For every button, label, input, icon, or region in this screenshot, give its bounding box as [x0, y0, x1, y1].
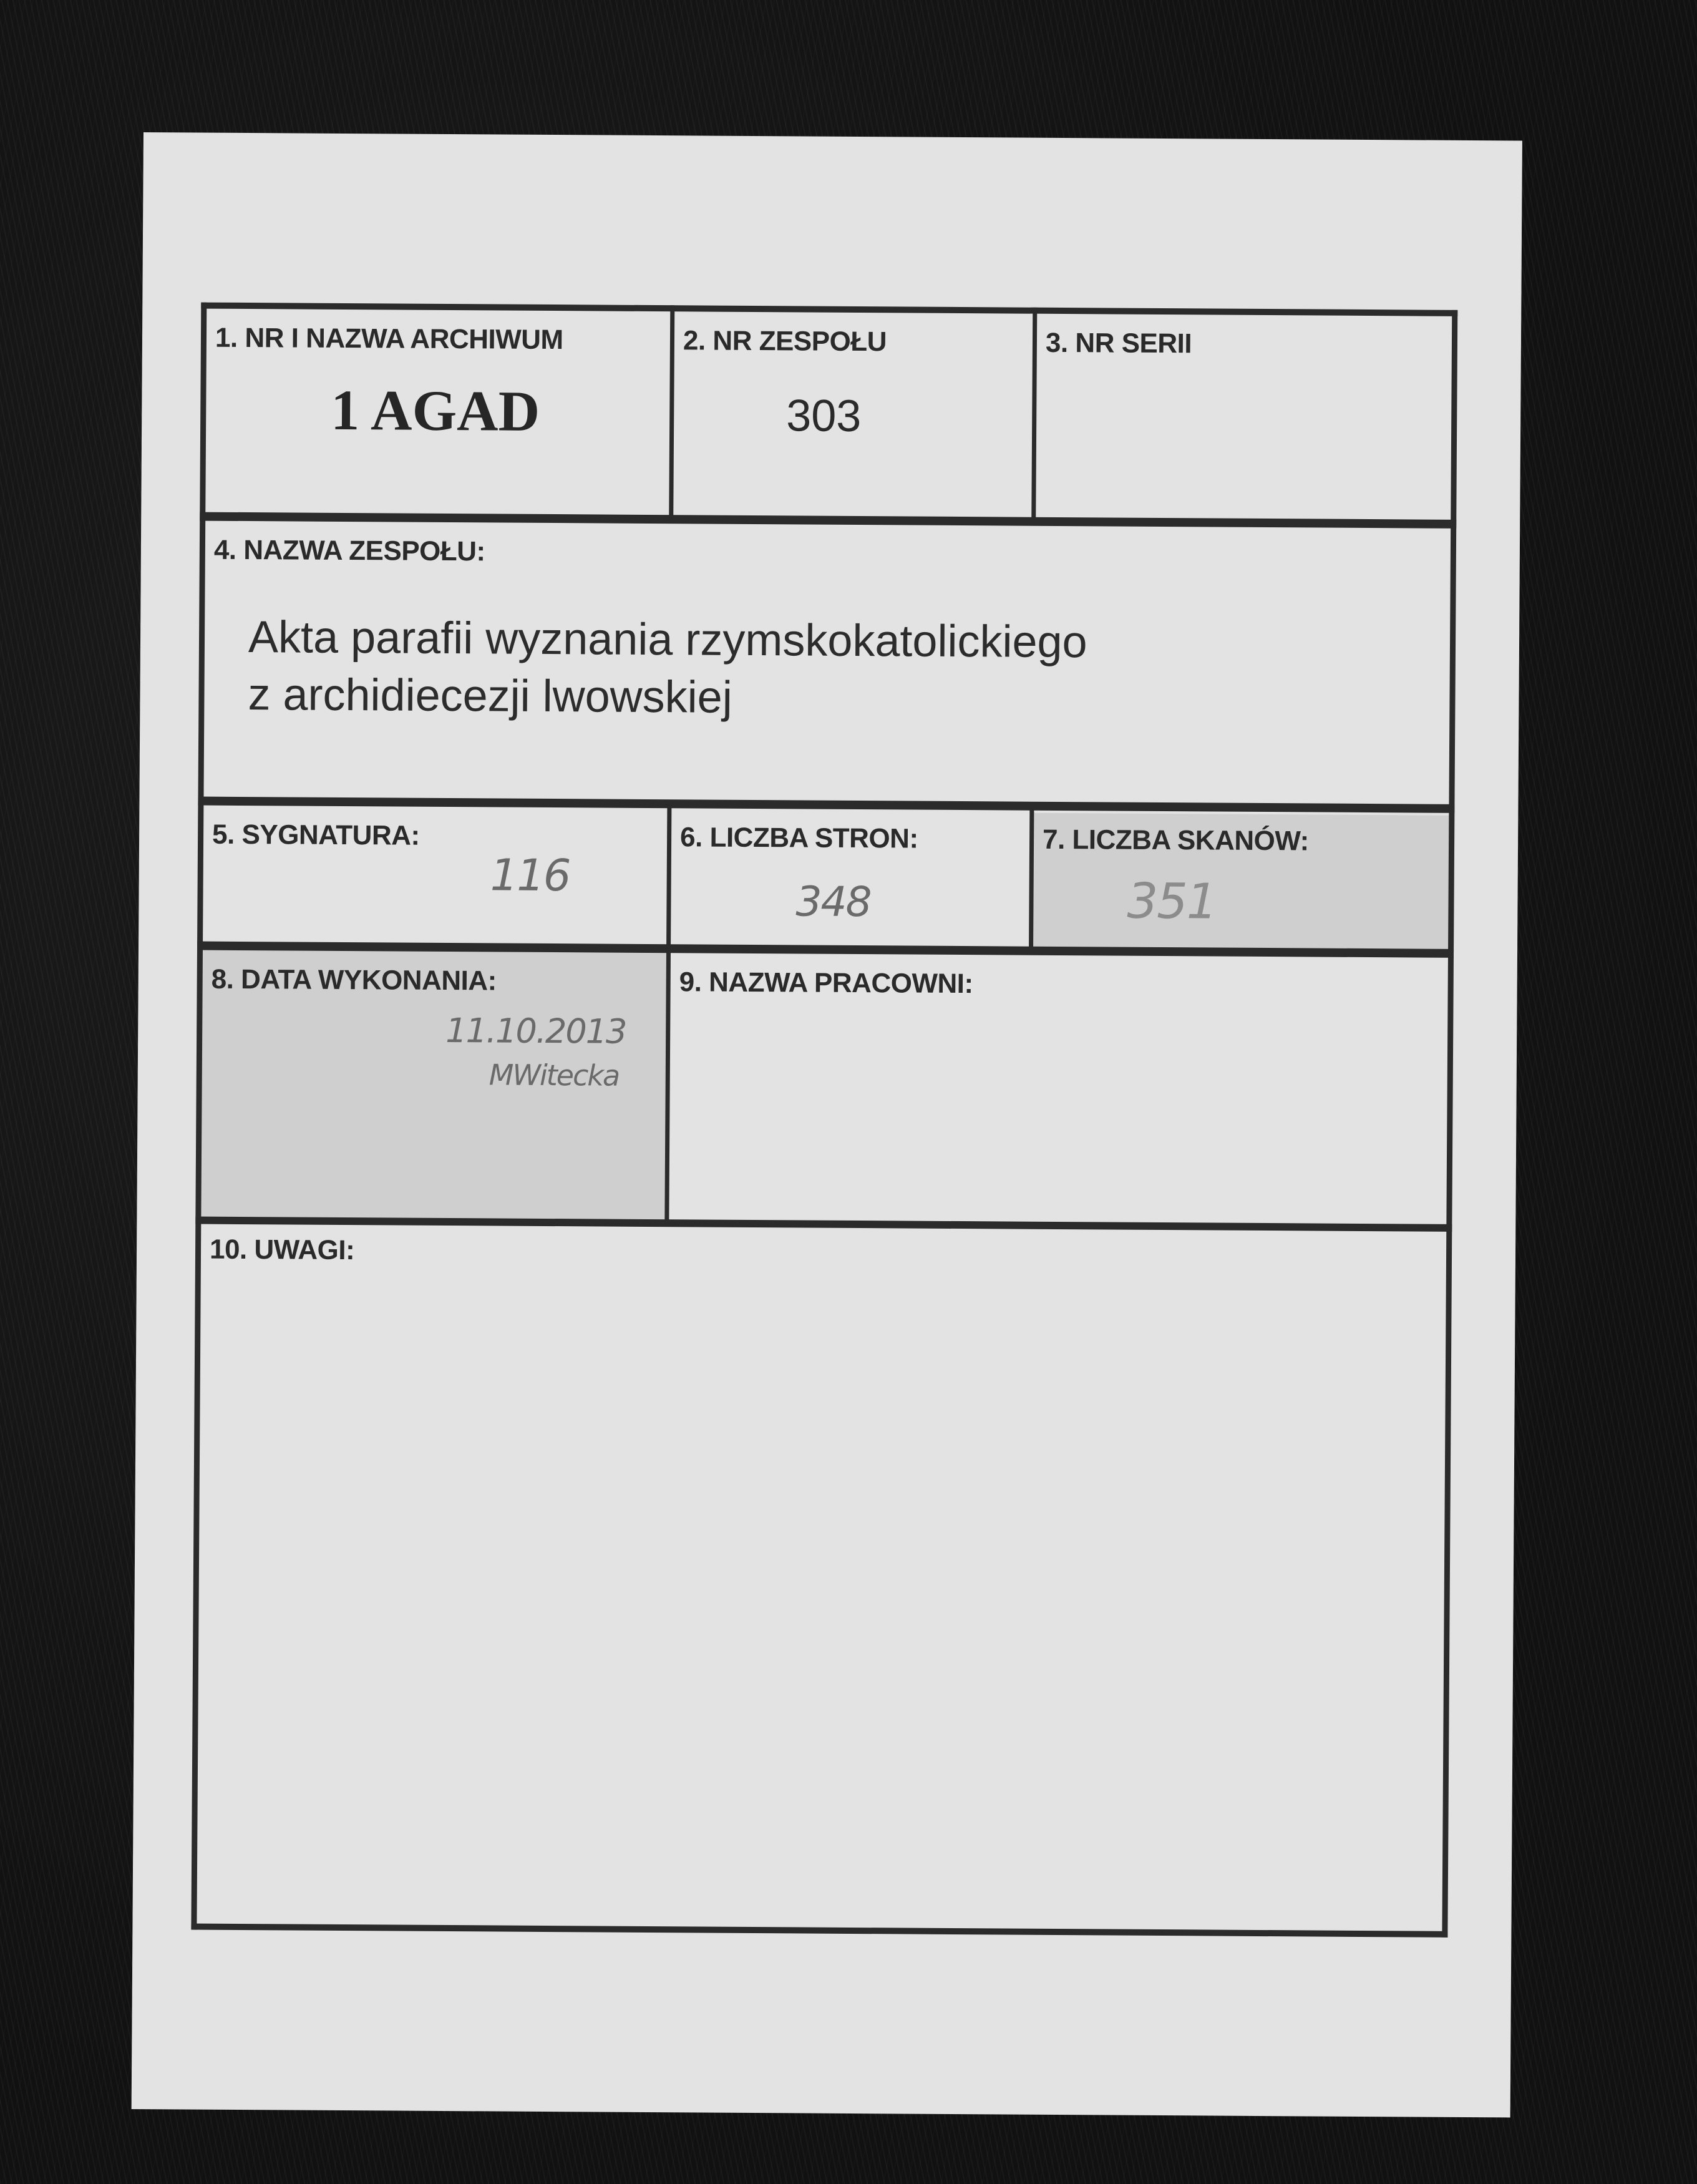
signature-number-handwritten: 116 [490, 849, 570, 902]
scan-count-handwritten: 351 [1127, 873, 1217, 930]
execution-date-handwritten: 11.10.2013 [445, 1010, 626, 1051]
field-workshop-name [669, 953, 1448, 1224]
field-series-number [1036, 314, 1452, 520]
field-label: 6. LICZBA STRON: [679, 822, 918, 854]
operator-signature: MWitecka [489, 1058, 620, 1093]
page-count-handwritten: 348 [795, 877, 871, 927]
field-fonds-name [203, 521, 1451, 804]
field-label: 4. NAZWA ZESPOŁU: [213, 534, 485, 567]
field-execution-date [201, 950, 666, 1220]
field-label: 8. DATA WYKONANIA: [211, 963, 497, 997]
field-label: 10. UWAGI: [209, 1234, 355, 1266]
field-label: 2. NR ZESPOŁU [683, 325, 887, 358]
field-label: 9. NAZWA PRACOWNI: [679, 967, 973, 1000]
field-label: 1. NR I NAZWA ARCHIWUM [215, 322, 563, 356]
field-scan-count [1033, 811, 1449, 949]
field-remarks [197, 1224, 1446, 1931]
field-archive [205, 309, 670, 515]
field-page-count [671, 808, 1029, 947]
field-label: 5. SYGNATURA: [212, 819, 420, 851]
archive-value: 1 AGAD [330, 378, 540, 443]
field-signature-number [203, 806, 667, 945]
document-page [132, 132, 1522, 2117]
field-label: 3. NR SERII [1045, 327, 1192, 359]
fonds-number-value: 303 [785, 391, 862, 442]
field-label: 7. LICZBA SKANÓW: [1042, 824, 1309, 857]
fonds-name-line-2: z archidiecezji lwowskiej [248, 670, 732, 723]
field-fonds-number [673, 311, 1033, 517]
fonds-name-line-1: Akta parafii wyznania rzymskokatolickiego [248, 612, 1087, 668]
fonds-name-value [248, 608, 1087, 728]
metrics-form-table [191, 303, 1457, 1936]
